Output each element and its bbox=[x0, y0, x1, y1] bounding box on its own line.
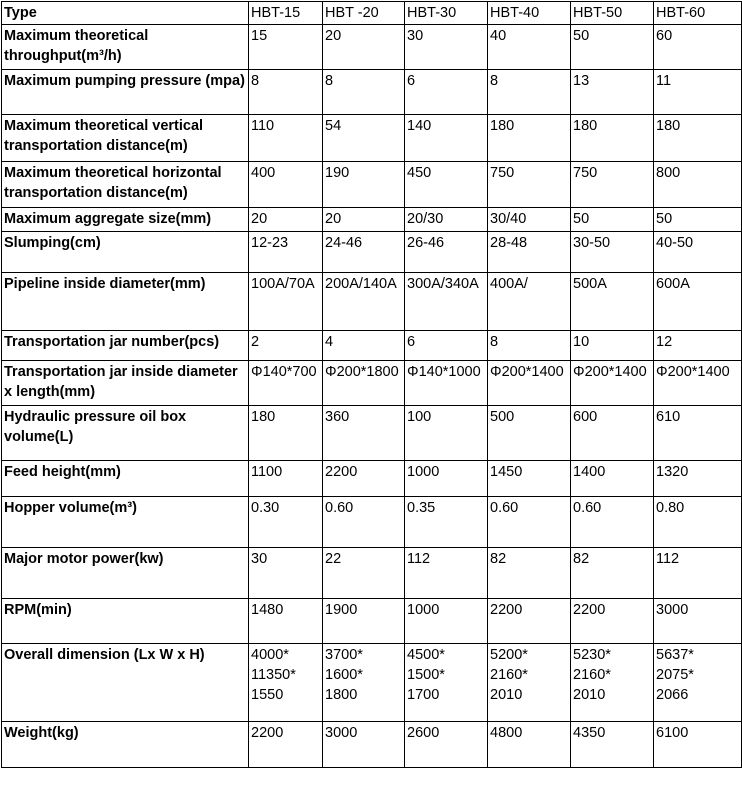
cell-value: 30/40 bbox=[488, 208, 571, 232]
cell-value: 30 bbox=[405, 25, 488, 70]
cell-value: 8 bbox=[488, 331, 571, 361]
cell-value: 800 bbox=[654, 162, 742, 208]
spec-table bbox=[1, 1, 742, 768]
cell-value: Φ200*1400 bbox=[571, 361, 654, 406]
cell-value: Φ200*1400 bbox=[488, 361, 571, 406]
cell-value: 200A/140A bbox=[323, 273, 405, 331]
table-row bbox=[2, 599, 742, 644]
cell-value: 82 bbox=[571, 548, 654, 599]
cell-value: 12 bbox=[654, 331, 742, 361]
cell-value: 2600 bbox=[405, 722, 488, 768]
cell-value: Φ200*1800 bbox=[323, 361, 405, 406]
cell-value: 4800 bbox=[488, 722, 571, 768]
row-label: Transportation jar number(pcs) bbox=[2, 331, 249, 361]
table-row bbox=[2, 406, 742, 461]
row-label: Hopper volume(m³) bbox=[2, 497, 249, 548]
cell-value: 3000 bbox=[654, 599, 742, 644]
cell-value: 300A/340A bbox=[405, 273, 488, 331]
cell-value: 140 bbox=[405, 115, 488, 162]
table-row bbox=[2, 273, 742, 331]
model-header: HBT-50 bbox=[571, 2, 654, 25]
table-row bbox=[2, 497, 742, 548]
cell-value: 1480 bbox=[249, 599, 323, 644]
cell-value: 0.60 bbox=[571, 497, 654, 548]
cell-value: 1320 bbox=[654, 461, 742, 497]
cell-value: 82 bbox=[488, 548, 571, 599]
cell-value: 6 bbox=[405, 331, 488, 361]
cell-value: 15 bbox=[249, 25, 323, 70]
table-row bbox=[2, 548, 742, 599]
cell-value: 600A bbox=[654, 273, 742, 331]
model-header: HBT-15 bbox=[249, 2, 323, 25]
cell-value: 20 bbox=[323, 25, 405, 70]
cell-value: 1100 bbox=[249, 461, 323, 497]
cell-value: 750 bbox=[488, 162, 571, 208]
cell-value: 4500* 1500* 1700 bbox=[405, 644, 488, 722]
cell-value: 26-46 bbox=[405, 232, 488, 273]
cell-value: 12-23 bbox=[249, 232, 323, 273]
cell-value: 2200 bbox=[323, 461, 405, 497]
table-row bbox=[2, 331, 742, 361]
cell-value: 4 bbox=[323, 331, 405, 361]
cell-value: 24-46 bbox=[323, 232, 405, 273]
table-row bbox=[2, 208, 742, 232]
row-label: Maximum pumping pressure (mpa) bbox=[2, 70, 249, 115]
cell-value: 360 bbox=[323, 406, 405, 461]
cell-value: 100A/70A bbox=[249, 273, 323, 331]
cell-value: 2 bbox=[249, 331, 323, 361]
cell-value: 750 bbox=[571, 162, 654, 208]
cell-value: 8 bbox=[488, 70, 571, 115]
cell-value: 54 bbox=[323, 115, 405, 162]
table-row bbox=[2, 461, 742, 497]
table-row bbox=[2, 115, 742, 162]
cell-value: 1900 bbox=[323, 599, 405, 644]
model-header: HBT-40 bbox=[488, 2, 571, 25]
cell-value: 20 bbox=[249, 208, 323, 232]
cell-value: 3700* 1600* 1800 bbox=[323, 644, 405, 722]
table-row bbox=[2, 232, 742, 273]
cell-value: 1000 bbox=[405, 461, 488, 497]
table-row bbox=[2, 361, 742, 406]
cell-value: 3000 bbox=[323, 722, 405, 768]
cell-value: 5200* 2160* 2010 bbox=[488, 644, 571, 722]
cell-value: 30 bbox=[249, 548, 323, 599]
table-row bbox=[2, 70, 742, 115]
row-label: Transportation jar inside diameter x length(mm) bbox=[2, 361, 249, 406]
cell-value: 112 bbox=[654, 548, 742, 599]
cell-value: 0.30 bbox=[249, 497, 323, 548]
cell-value: 190 bbox=[323, 162, 405, 208]
cell-value: 40-50 bbox=[654, 232, 742, 273]
cell-value: 13 bbox=[571, 70, 654, 115]
cell-value: 0.60 bbox=[488, 497, 571, 548]
model-header: HBT-30 bbox=[405, 2, 488, 25]
cell-value: 0.35 bbox=[405, 497, 488, 548]
model-header: HBT-60 bbox=[654, 2, 742, 25]
cell-value: 110 bbox=[249, 115, 323, 162]
row-label: Overall dimension (Lx W x H) bbox=[2, 644, 249, 722]
cell-value: 8 bbox=[249, 70, 323, 115]
row-label: Feed height(mm) bbox=[2, 461, 249, 497]
cell-value: 600 bbox=[571, 406, 654, 461]
cell-value: 400A/ bbox=[488, 273, 571, 331]
cell-value: 20 bbox=[323, 208, 405, 232]
header-row bbox=[2, 2, 742, 25]
cell-value: 6100 bbox=[654, 722, 742, 768]
cell-value: 100 bbox=[405, 406, 488, 461]
cell-value: 400 bbox=[249, 162, 323, 208]
table-row bbox=[2, 162, 742, 208]
cell-value: 4000* 11350* 1550 bbox=[249, 644, 323, 722]
cell-value: 2200 bbox=[249, 722, 323, 768]
cell-value: 180 bbox=[488, 115, 571, 162]
cell-value: 610 bbox=[654, 406, 742, 461]
cell-value: 500A bbox=[571, 273, 654, 331]
cell-value: 22 bbox=[323, 548, 405, 599]
cell-value: 20/30 bbox=[405, 208, 488, 232]
cell-value: 1450 bbox=[488, 461, 571, 497]
cell-value: 5637* 2075* 2066 bbox=[654, 644, 742, 722]
row-label: Maximum theoretical horizontal transportation distance(m) bbox=[2, 162, 249, 208]
cell-value: 0.60 bbox=[323, 497, 405, 548]
cell-value: 1400 bbox=[571, 461, 654, 497]
cell-value: 180 bbox=[571, 115, 654, 162]
table-row bbox=[2, 25, 742, 70]
cell-value: Φ200*1400 bbox=[654, 361, 742, 406]
row-label: RPM(min) bbox=[2, 599, 249, 644]
cell-value: 1000 bbox=[405, 599, 488, 644]
cell-value: 450 bbox=[405, 162, 488, 208]
cell-value: 40 bbox=[488, 25, 571, 70]
row-label: Pipeline inside diameter(mm) bbox=[2, 273, 249, 331]
cell-value: 4350 bbox=[571, 722, 654, 768]
cell-value: Φ140*1000 bbox=[405, 361, 488, 406]
cell-value: 2200 bbox=[488, 599, 571, 644]
cell-value: 8 bbox=[323, 70, 405, 115]
row-label: Slumping(cm) bbox=[2, 232, 249, 273]
cell-value: 180 bbox=[249, 406, 323, 461]
model-header: HBT -20 bbox=[323, 2, 405, 25]
cell-value: Φ140*700 bbox=[249, 361, 323, 406]
row-label: Maximum theoretical throughput(m³/h) bbox=[2, 25, 249, 70]
cell-value: 11 bbox=[654, 70, 742, 115]
cell-value: 500 bbox=[488, 406, 571, 461]
row-label: Maximum theoretical vertical transportation distance(m) bbox=[2, 115, 249, 162]
table-row bbox=[2, 644, 742, 722]
cell-value: 50 bbox=[571, 208, 654, 232]
cell-value: 180 bbox=[654, 115, 742, 162]
cell-value: 5230* 2160* 2010 bbox=[571, 644, 654, 722]
cell-value: 28-48 bbox=[488, 232, 571, 273]
cell-value: 2200 bbox=[571, 599, 654, 644]
cell-value: 30-50 bbox=[571, 232, 654, 273]
table-row bbox=[2, 722, 742, 768]
row-label: Major motor power(kw) bbox=[2, 548, 249, 599]
cell-value: 50 bbox=[571, 25, 654, 70]
row-label: Hydraulic pressure oil box volume(L) bbox=[2, 406, 249, 461]
cell-value: 60 bbox=[654, 25, 742, 70]
spec-table-body bbox=[2, 2, 742, 768]
cell-value: 6 bbox=[405, 70, 488, 115]
row-label: Maximum aggregate size(mm) bbox=[2, 208, 249, 232]
cell-value: 10 bbox=[571, 331, 654, 361]
cell-value: 50 bbox=[654, 208, 742, 232]
cell-value: 112 bbox=[405, 548, 488, 599]
header-type-label: Type bbox=[2, 2, 249, 25]
cell-value: 0.80 bbox=[654, 497, 742, 548]
row-label: Weight(kg) bbox=[2, 722, 249, 768]
